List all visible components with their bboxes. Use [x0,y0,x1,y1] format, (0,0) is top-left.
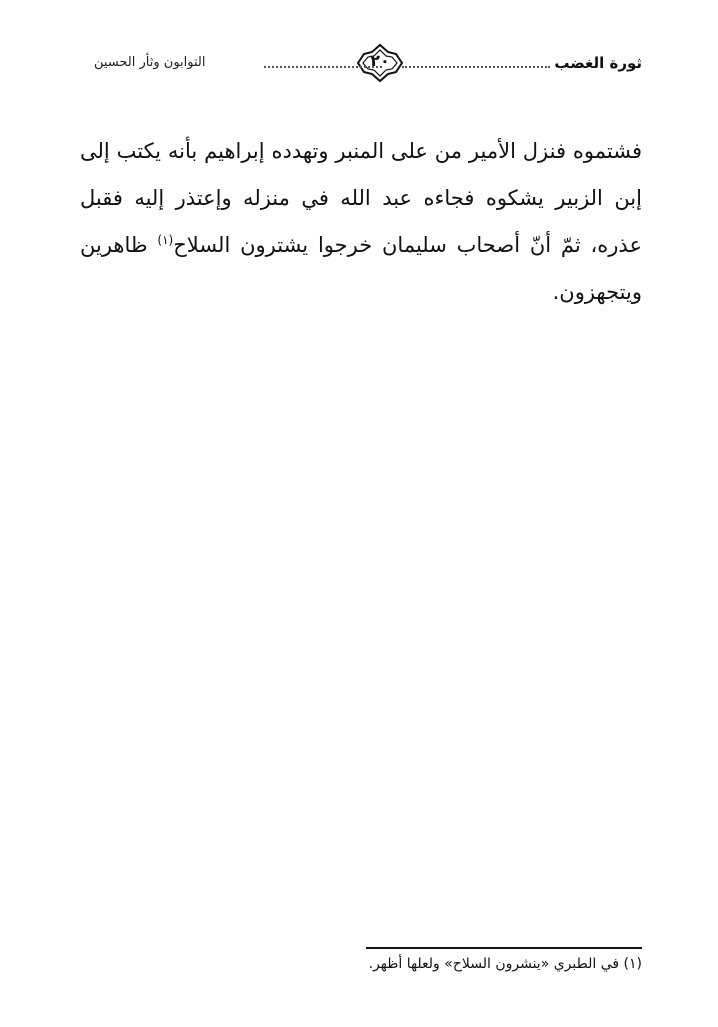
body-paragraph [80,128,642,316]
footnote-text: في الطبري «ينشرون السلاح» ولعلها أظهر. [368,956,620,972]
page-number: ٢٠ [370,51,390,70]
footnote-divider [366,947,642,949]
running-header [80,42,642,84]
paragraph-text: فشتموه فنزل الأمير من على المنبر وتهدده إبراهيم بأنه يكتب إلى إبن الزبير يشكوه فجاءه عبد الله في منزله وإعتذر إليه فقبل عذره، ثمّ أنّ أصحاب سليمان خرجوا يشترون السلاح [80,139,642,257]
footnote [222,956,642,972]
header-leader-dots-left [264,66,382,68]
footnote-reference: (١) [157,233,174,247]
header-leader-dots-right [402,66,550,68]
footnote-marker: (١) [623,956,642,972]
book-title: ثورة الغضب [554,54,642,72]
paragraph-text-end: ظاهرين ويتجهزون. [80,233,642,304]
chapter-title: التوابون وثأر الحسين [94,55,206,70]
